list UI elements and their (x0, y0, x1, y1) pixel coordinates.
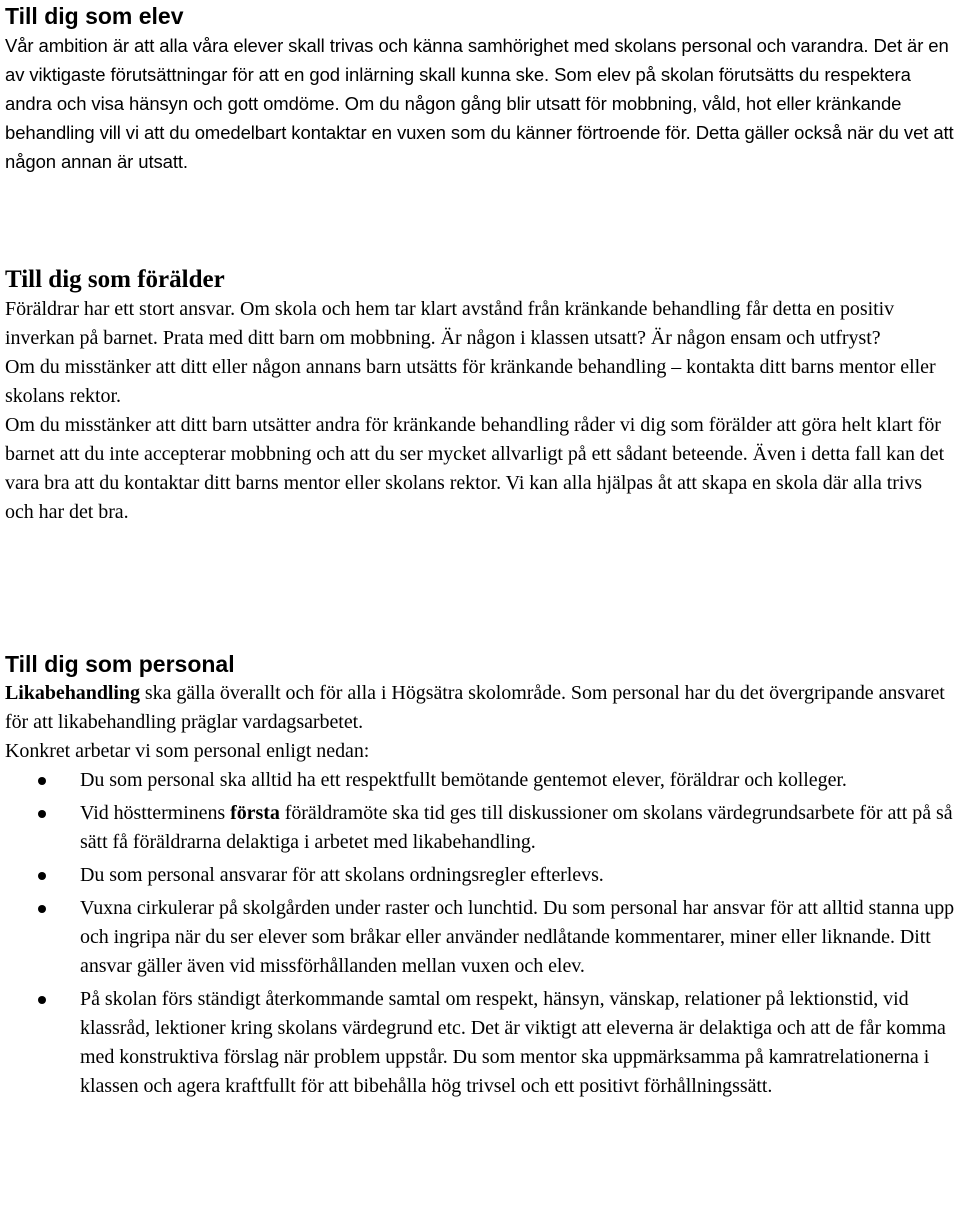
list-item-text: Vuxna cirkulerar på skolgården under raster och lunchtid. Du som personal har ansvar för att alltid stanna upp och ingripa när du ser elever som bråkar eller använder nedlåtande kommentarer, miner eller liknande. Ditt ansvar gäller även vid missförhållanden mellan vuxen och elev. (80, 897, 955, 977)
paragraph-personal-lead: Konkret arbetar vi som personal enligt nedan: (5, 740, 370, 762)
list-item (5, 766, 955, 795)
section-title-foralder: Till dig som förälder (5, 266, 225, 293)
paragraph-foralder-3: Om du misstänker att ditt barn utsätter andra för kränkande behandling råder vi dig som förälder att göra helt klart för barnet att du inte accepterar mobbning och att du ser mycket allvarligt på ett sådant beteende. Även i detta fall kan det vara bra att du kontaktar ditt barns mentor eller skolans rektor. Vi kan alla hjälpas åt att skapa en skola där alla trivs och har det bra. (5, 414, 945, 523)
section-title-elev: Till dig som elev (5, 3, 184, 29)
list-item-bold: första (230, 802, 280, 824)
section-foralder (5, 265, 955, 527)
section-title-personal: Till dig som personal (5, 651, 235, 677)
bullet-list (5, 766, 955, 1101)
paragraph-foralder-2: Om du misstänker att ditt eller någon annans barn utsätts för kränkande behandling – kontakta ditt barns mentor eller skolans rektor. (5, 356, 936, 407)
intro-rest-text: ska gälla överallt och för alla i Högsätra skolområde. Som personal har du det övergripande ansvaret för att likabehandling präglar vardagsarbetet. (5, 682, 945, 733)
list-item (5, 799, 955, 857)
bold-likabehandling: Likabehandling (5, 682, 140, 704)
list-item-text: Du som personal ska alltid ha ett respektfullt bemötande gentemot elever, föräldrar och kolleger. (80, 769, 847, 791)
list-item-text: Vid höstterminens (80, 802, 231, 824)
list-item-text: Du som personal ansvarar för att skolans ordningsregler efterlevs. (80, 864, 604, 886)
paragraph-elev: Vår ambition är att alla våra elever skall trivas och känna samhörighet med skolans personal och varandra. Det är en av viktigaste förutsättningar för att en god inlärning skall kunna ske. Som elev på skolan förutsätts du respektera andra och visa hänsyn och gott omdöme. Om du någon gång blir utsatt för mobbning, våld, hot eller kränkande behandling vill vi att du omedelbart kontaktar en vuxen som du känner förtroende för. Detta gäller också när du vet att någon annan är utsatt. (5, 35, 954, 172)
list-item (5, 894, 955, 981)
list-item-text-after: föräldramöte ska tid ges till diskussioner om skolans värdegrundsarbete för att på så sätt få föräldrarna delaktiga i arbetet med likabehandling. (80, 802, 953, 853)
bullet-dot-icon (38, 777, 46, 785)
section-elev (5, 2, 955, 176)
paragraph-foralder-1: Föräldrar har ett stort ansvar. Om skola och hem tar klart avstånd från kränkande behandling får detta en positiv inverkan på barnet. Prata med ditt barn om mobbning. Är någon i klassen utsatt? Är någon ensam och utfryst? (5, 298, 895, 349)
bullet-dot-icon (38, 810, 46, 818)
paragraph-personal-intro (5, 679, 955, 737)
list-item (5, 861, 955, 890)
section-personal (5, 650, 955, 1105)
list-item-text: På skolan förs ständigt återkommande samtal om respekt, hänsyn, vänskap, relationer på lektionstid, vid klassråd, lektioner kring skolans värdegrund etc. Det är viktigt att eleverna är delaktiga och att de får komma med konstruktiva förslag när problem uppstår. Du som mentor ska uppmärksamma på kamratrelationerna i klassen och agera kraftfullt för att bibehålla hög trivsel och ett positivt förhållningssätt. (80, 988, 946, 1097)
bullet-dot-icon (38, 872, 46, 880)
list-item (5, 985, 955, 1101)
bullet-dot-icon (38, 905, 46, 913)
bullet-dot-icon (38, 996, 46, 1004)
